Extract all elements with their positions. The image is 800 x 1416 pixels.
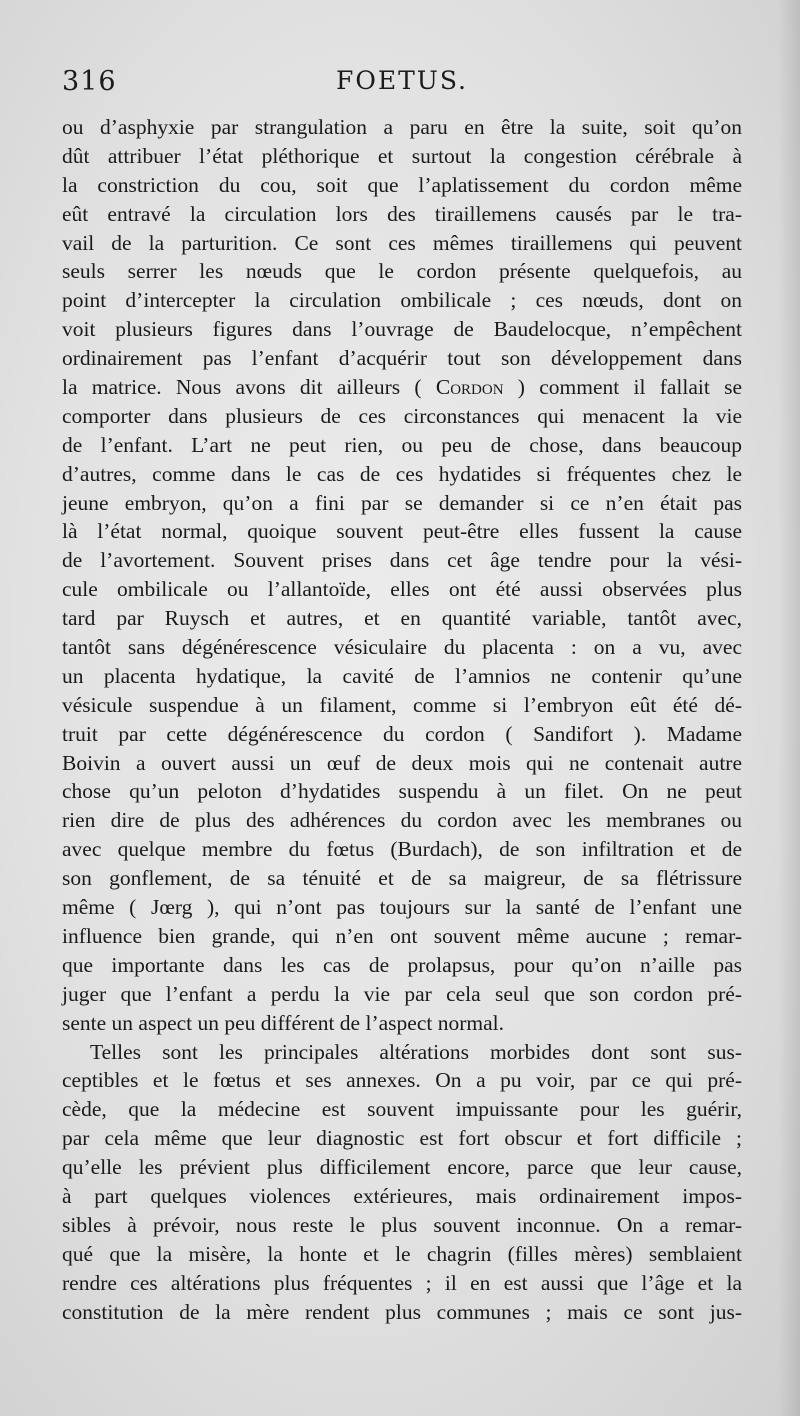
text-line: que importante dans les cas de prolapsus, pour qu’on n’aille pas — [62, 952, 742, 977]
text-line: rendre ces altérations plus fréquentes ; il en est aussi que l’âge et la — [62, 1270, 742, 1295]
text-line: truit par cette dégénérescence du cordon ( Sandifort ). Madame — [62, 721, 742, 746]
text-line: par cela même que leur diagnostic est fort obscur et fort difficile ; — [62, 1126, 742, 1151]
text-line: là l’état normal, quoique souvent peut-être elles fussent la cause — [62, 519, 742, 544]
text-line: point d’intercepter la circulation ombilicale ; ces nœuds, dont on — [62, 288, 742, 313]
text-line: la constriction du cou, soit que l’aplatissement du cordon même — [62, 172, 742, 197]
text-line: eût entravé la circulation lors des tiraillemens causés par le tra- — [62, 201, 742, 226]
cross-reference: Cordon — [435, 375, 504, 400]
text-line: vail de la parturition. Ce sont ces mêmes tiraillemens qui peuvent — [62, 230, 742, 255]
text-line: sibles à prévoir, nous reste le plus souvent inconnue. On a remar- — [62, 1212, 742, 1237]
text-line: chose qu’un peloton d’hydatides suspendu à un filet. On ne peut — [62, 779, 742, 804]
text-line: la matrice. Nous avons dit ailleurs ( Cordon ) comment il fallait se — [62, 375, 742, 400]
text-line: même ( Jœrg ), qui n’ont pas toujours sur la santé de l’enfant une — [62, 895, 742, 920]
text-line: qué que la misère, la honte et le chagrin (filles mères) semblaient — [62, 1241, 742, 1266]
text-line: jeune embryon, qu’on a fini par se demander si ce n’en était pas — [62, 490, 742, 515]
page-edge-shadow — [778, 0, 800, 1416]
text-line: un placenta hydatique, la cavité de l’amnios ne contenir qu’une — [62, 663, 742, 688]
text-line: tantôt sans dégénérescence vésiculaire du placenta : on a vu, avec — [62, 635, 742, 660]
text-line: tard par Ruysch et autres, et en quantité variable, tantôt avec, — [62, 606, 742, 631]
text-line: influence bien grande, qui n’en ont souvent même aucune ; remar- — [62, 923, 742, 948]
running-head — [62, 66, 742, 106]
text-line: ceptibles et le fœtus et ses annexes. On a pu voir, par ce qui pré- — [62, 1068, 742, 1093]
text-line: de l’avortement. Souvent prises dans cet âge tendre pour la vési- — [62, 548, 742, 573]
text-line: comporter dans plusieurs de ces circonstances qui menacent la vie — [62, 403, 742, 428]
text-line: vésicule suspendue à un filament, comme si l’embryon eût été dé- — [62, 692, 742, 717]
text-line: son gonflement, de sa ténuité et de sa maigreur, de sa flétrissure — [62, 866, 742, 891]
text-line: cède, que la médecine est souvent impuissante pour les guérir, — [62, 1097, 742, 1122]
text-line: ou d’asphyxie par strangulation a paru en être la suite, soit qu’on — [62, 115, 742, 139]
text-line: cule ombilicale ou l’allantoïde, elles ont été aussi observées plus — [62, 577, 742, 602]
text-line: ordinairement pas l’enfant d’acquérir tout son développement dans — [62, 346, 742, 371]
body-text — [62, 113, 742, 1326]
text-line: voit plusieurs figures dans l’ouvrage de Baudelocque, n’empêchent — [62, 317, 742, 342]
text-line: rien dire de plus des adhérences du cordon avec les membranes ou — [62, 808, 742, 833]
text-line: seuls serrer les nœuds que le cordon présente quelquefois, au — [62, 259, 742, 284]
text-line: constitution de la mère rendent plus communes ; mais ce sont jus- — [62, 1299, 742, 1324]
text-line: de l’enfant. L’art ne peut rien, ou peu de chose, dans beaucoup — [62, 432, 742, 457]
paragraph-end-line: sente un aspect un peu différent de l’aspect normal. — [62, 1010, 504, 1035]
text-line: dût attribuer l’état pléthorique et surtout la congestion cérébrale à — [62, 143, 742, 168]
page-title: FOETUS. — [335, 66, 469, 95]
text-line: qu’elle les prévient plus difficilement encore, parce que leur cause, — [62, 1155, 742, 1180]
text-line: juger que l’enfant a perdu la vie par cela seul que son cordon pré- — [62, 981, 742, 1006]
text-line: à part quelques violences extérieures, mais ordinairement impos- — [62, 1183, 742, 1208]
text-line: d’autres, comme dans le cas de ces hydatides si fréquentes chez le — [62, 461, 742, 486]
text-line: Boivin a ouvert aussi un œuf de deux mois qui ne contenait autre — [62, 750, 742, 775]
text-line: avec quelque membre du fœtus (Burdach), de son infiltration et de — [62, 837, 742, 862]
paragraph-start-line: Telles sont les principales altérations morbides dont sont sus- — [90, 1039, 742, 1064]
page-number: 316 — [62, 66, 117, 97]
